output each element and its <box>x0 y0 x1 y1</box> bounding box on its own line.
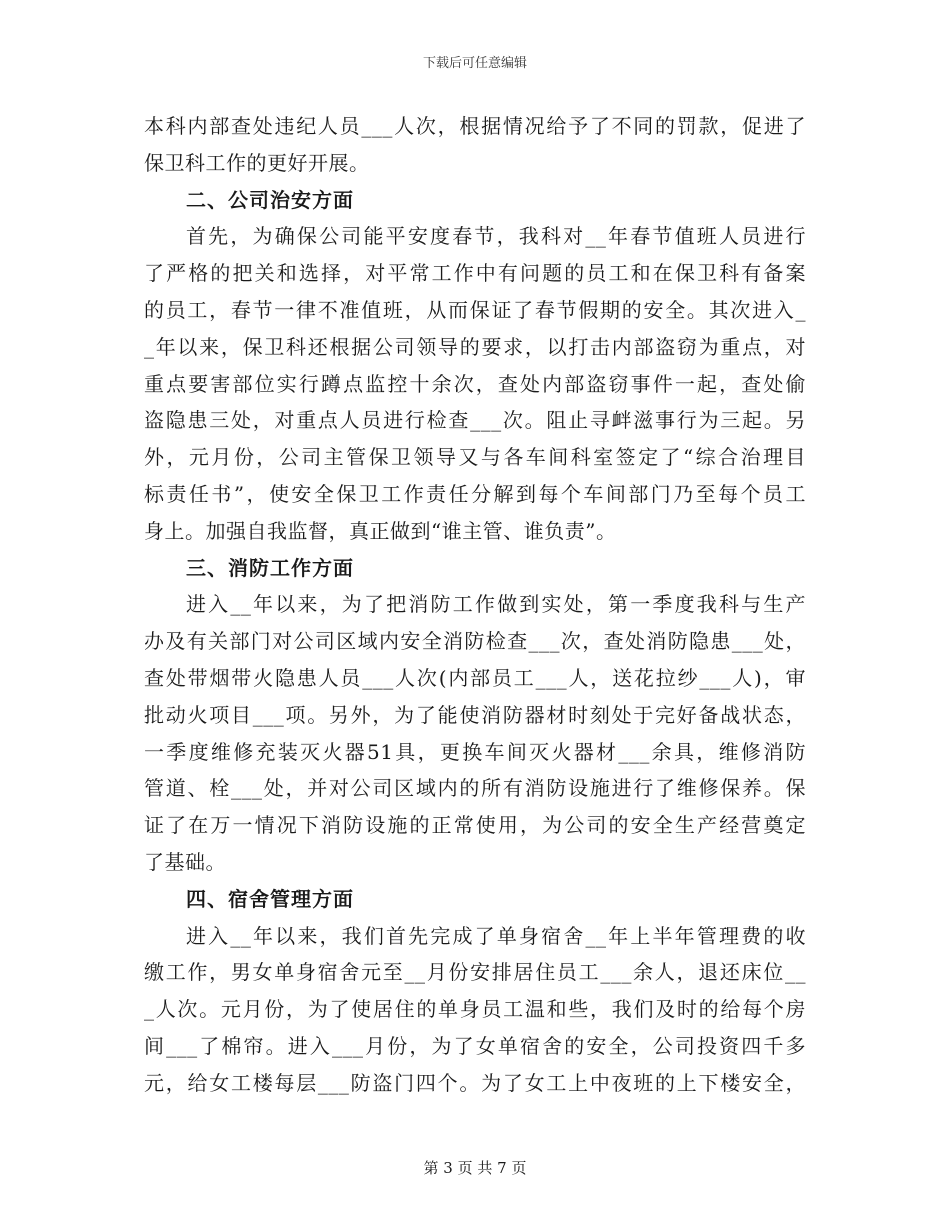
paragraph-line: 一季度维修充装灭火器51具，更换车间灭火器材___余具，维修消防 <box>144 739 806 764</box>
paragraph-line: 批动火项目___项。另外，为了能使消防器材时刻处于完好备战状态， <box>144 702 806 727</box>
paragraph-line: 重点要害部位实行蹲点监控十余次，查处内部盗窃事件一起，查处偷 <box>144 371 806 396</box>
paragraph-line: 了基础。 <box>144 849 226 874</box>
paragraph-line: 保卫科工作的更好开展。 <box>144 150 370 175</box>
page-number: 第 3 页 共 7 页 <box>423 1159 527 1177</box>
section-heading-dormitory: 四、宿舍管理方面 <box>186 886 354 911</box>
paragraph-line: 首先，为确保公司能平安度春节，我科对__年春节值班人员进行 <box>186 224 806 249</box>
paragraph-line: 身上。加强自我监督，真正做到“谁主管、谁负责”。 <box>144 518 617 543</box>
paragraph-line: 进入__年以来，为了把消防工作做到实处，第一季度我科与生产 <box>186 592 806 617</box>
paragraph-line: 管道、栓___处，并对公司区域内的所有消防设施进行了维修保养。保 <box>144 776 806 801</box>
page-header-note: 下载后可任意编辑 <box>422 56 527 71</box>
paragraph-line: 外，元月份，公司主管保卫领导又与各车间科室签定了“综合治理目 <box>144 445 806 470</box>
paragraph-line: 了严格的把关和选择，对平常工作中有问题的员工和在保卫科有备案 <box>144 261 806 286</box>
paragraph-line: 缴工作，男女单身宿舍元至__月份安排居住员工___余人，退还床位__ <box>144 960 806 985</box>
paragraph-line: 查处带烟带火隐患人员___人次(内部员工___人，送花拉纱___人)，审 <box>144 665 806 690</box>
paragraph-line: _人次。元月份，为了使居住的单身员工温和些，我们及时的给每个房 <box>144 997 806 1022</box>
paragraph-line: 本科内部查处违纪人员___人次，根据情况给予了不同的罚款，促进了 <box>144 114 806 138</box>
paragraph-line: _年以来，保卫科还根据公司领导的要求，以打击内部盗窃为重点，对 <box>144 334 806 359</box>
paragraph-line: 盗隐患三处，对重点人员进行检查___次。阻止寻衅滋事行为三起。另 <box>144 408 806 433</box>
paragraph-line: 进入__年以来，我们首先完成了单身宿舍__年上半年管理费的收 <box>186 923 806 948</box>
paragraph-line: 标责任书”，使安全保卫工作责任分解到每个车间部门乃至每个员工 <box>144 481 806 506</box>
document-body <box>144 108 806 1102</box>
section-heading-public-security: 二、公司治安方面 <box>186 187 354 212</box>
paragraph-line: 的员工，春节一律不准值班，从而保证了春节假期的安全。其次进入_ <box>144 297 806 322</box>
paragraph-line: 间___了棉帘。进入___月份，为了女单宿舍的安全，公司投资四千多 <box>144 1033 806 1058</box>
paragraph-line: 证了在万一情况下消防设施的正常使用，为公司的安全生产经营奠定 <box>144 813 806 838</box>
paragraph-line: 办及有关部门对公司区域内安全消防检查___次，查处消防隐患___处， <box>144 629 806 654</box>
section-heading-fire-safety: 三、消防工作方面 <box>186 555 354 580</box>
paragraph-line: 元，给女工楼每层___防盗门四个。为了女工上中夜班的上下楼安全， <box>144 1070 806 1095</box>
